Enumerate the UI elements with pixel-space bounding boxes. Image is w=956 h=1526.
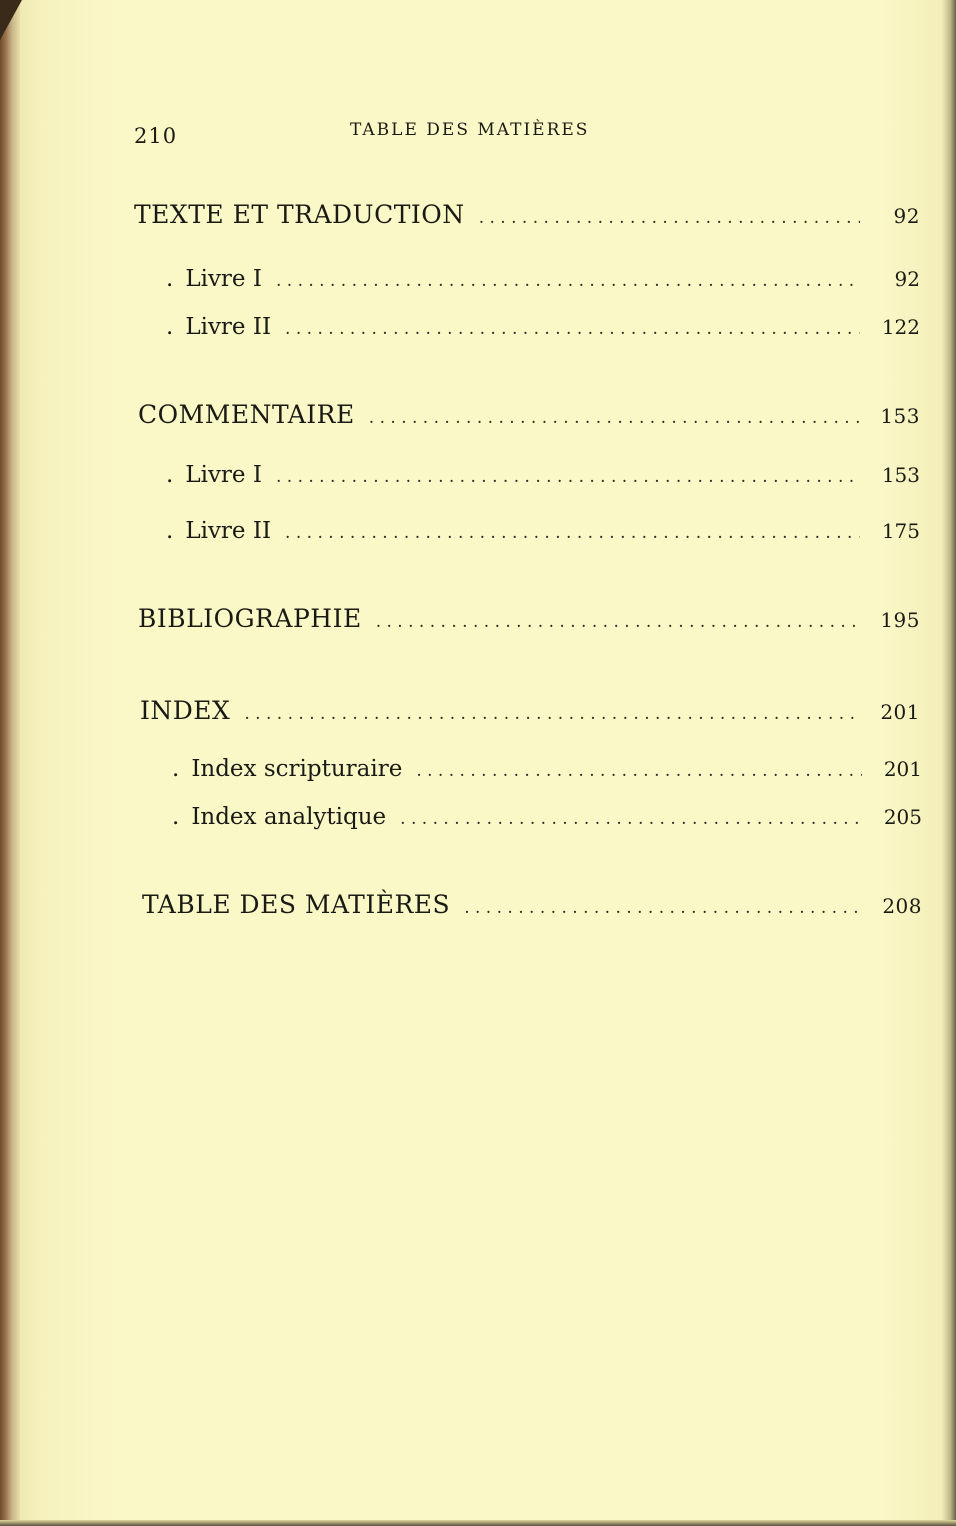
- bullet: .: [166, 314, 174, 340]
- dot-leader: [416, 761, 862, 781]
- toc-subentry-comm-livre2: [166, 518, 920, 544]
- toc-subentry-index-analytique: [172, 804, 922, 830]
- toc-entry-text: Livre I: [185, 462, 262, 488]
- toc-entry-texte: [134, 200, 920, 229]
- toc-entry-commentaire: [138, 400, 920, 429]
- bullet: .: [166, 266, 174, 292]
- toc-subentry-texte-livre1: [166, 266, 920, 292]
- running-title: TABLE DES MATIÈRES: [350, 120, 590, 140]
- page-edge-right: [942, 0, 956, 1526]
- toc-entry-text: Index scripturaire: [191, 756, 403, 782]
- bullet: .: [166, 518, 174, 544]
- toc-entry-text: Livre II: [185, 314, 272, 340]
- toc-entry-text: Index analytique: [191, 804, 387, 830]
- toc-entry-label: [172, 804, 386, 830]
- toc-entry-page: 201: [880, 700, 920, 724]
- toc-entry-page: 175: [881, 519, 920, 543]
- toc-subentry-comm-livre1: [166, 462, 920, 488]
- toc-entry-text: Livre II: [185, 518, 272, 544]
- toc-entry-label: [166, 518, 271, 544]
- dot-leader: [276, 271, 860, 291]
- toc-entry-label: BIBLIOGRAPHIE: [138, 604, 362, 633]
- toc-entry-label: TEXTE ET TRADUCTION: [134, 200, 465, 229]
- bullet: .: [172, 804, 180, 830]
- toc-entry-page: 205: [883, 805, 922, 829]
- toc-entry-page: 208: [882, 894, 922, 918]
- toc-entry-page: 153: [880, 404, 920, 428]
- toc-subentry-index-scripturaire: [172, 756, 922, 782]
- dot-leader: [400, 809, 862, 829]
- toc-entry-bibliographie: [138, 604, 920, 633]
- toc-entry-page: 153: [881, 463, 920, 487]
- toc-entry-label: [166, 314, 271, 340]
- running-head: [0, 118, 956, 148]
- toc-entry-label: [166, 266, 262, 292]
- toc-entry-label: COMMENTAIRE: [138, 400, 355, 429]
- toc-entry-index: [140, 696, 920, 725]
- toc-entry-label: INDEX: [140, 696, 231, 725]
- dot-leader: [479, 208, 860, 228]
- dot-leader: [376, 612, 860, 632]
- page-number: 210: [134, 124, 178, 148]
- toc-entry-label: TABLE DES MATIÈRES: [142, 890, 451, 919]
- page-corner: [0, 0, 22, 40]
- dot-leader: [369, 408, 860, 428]
- bullet: .: [172, 756, 180, 782]
- bullet: .: [166, 462, 174, 488]
- page-edge-bottom: [0, 1520, 956, 1526]
- toc-entry-page: 122: [881, 315, 920, 339]
- toc-subentry-texte-livre2: [166, 314, 920, 340]
- dot-leader: [285, 319, 860, 339]
- page-edge-left: [0, 0, 20, 1526]
- dot-leader: [276, 467, 860, 487]
- dot-leader: [464, 898, 862, 918]
- toc-entry-label: [166, 462, 262, 488]
- toc-entry-text: Livre I: [185, 266, 262, 292]
- toc-entry-page: 195: [880, 608, 920, 632]
- dot-leader: [285, 523, 860, 543]
- toc-entry-page: 92: [893, 204, 920, 228]
- toc-entry-label: [172, 756, 402, 782]
- toc-entry-table-des-matieres: [142, 890, 922, 919]
- toc-entry-page: 201: [883, 757, 922, 781]
- toc-entry-page: 92: [894, 267, 920, 291]
- dot-leader: [244, 704, 860, 724]
